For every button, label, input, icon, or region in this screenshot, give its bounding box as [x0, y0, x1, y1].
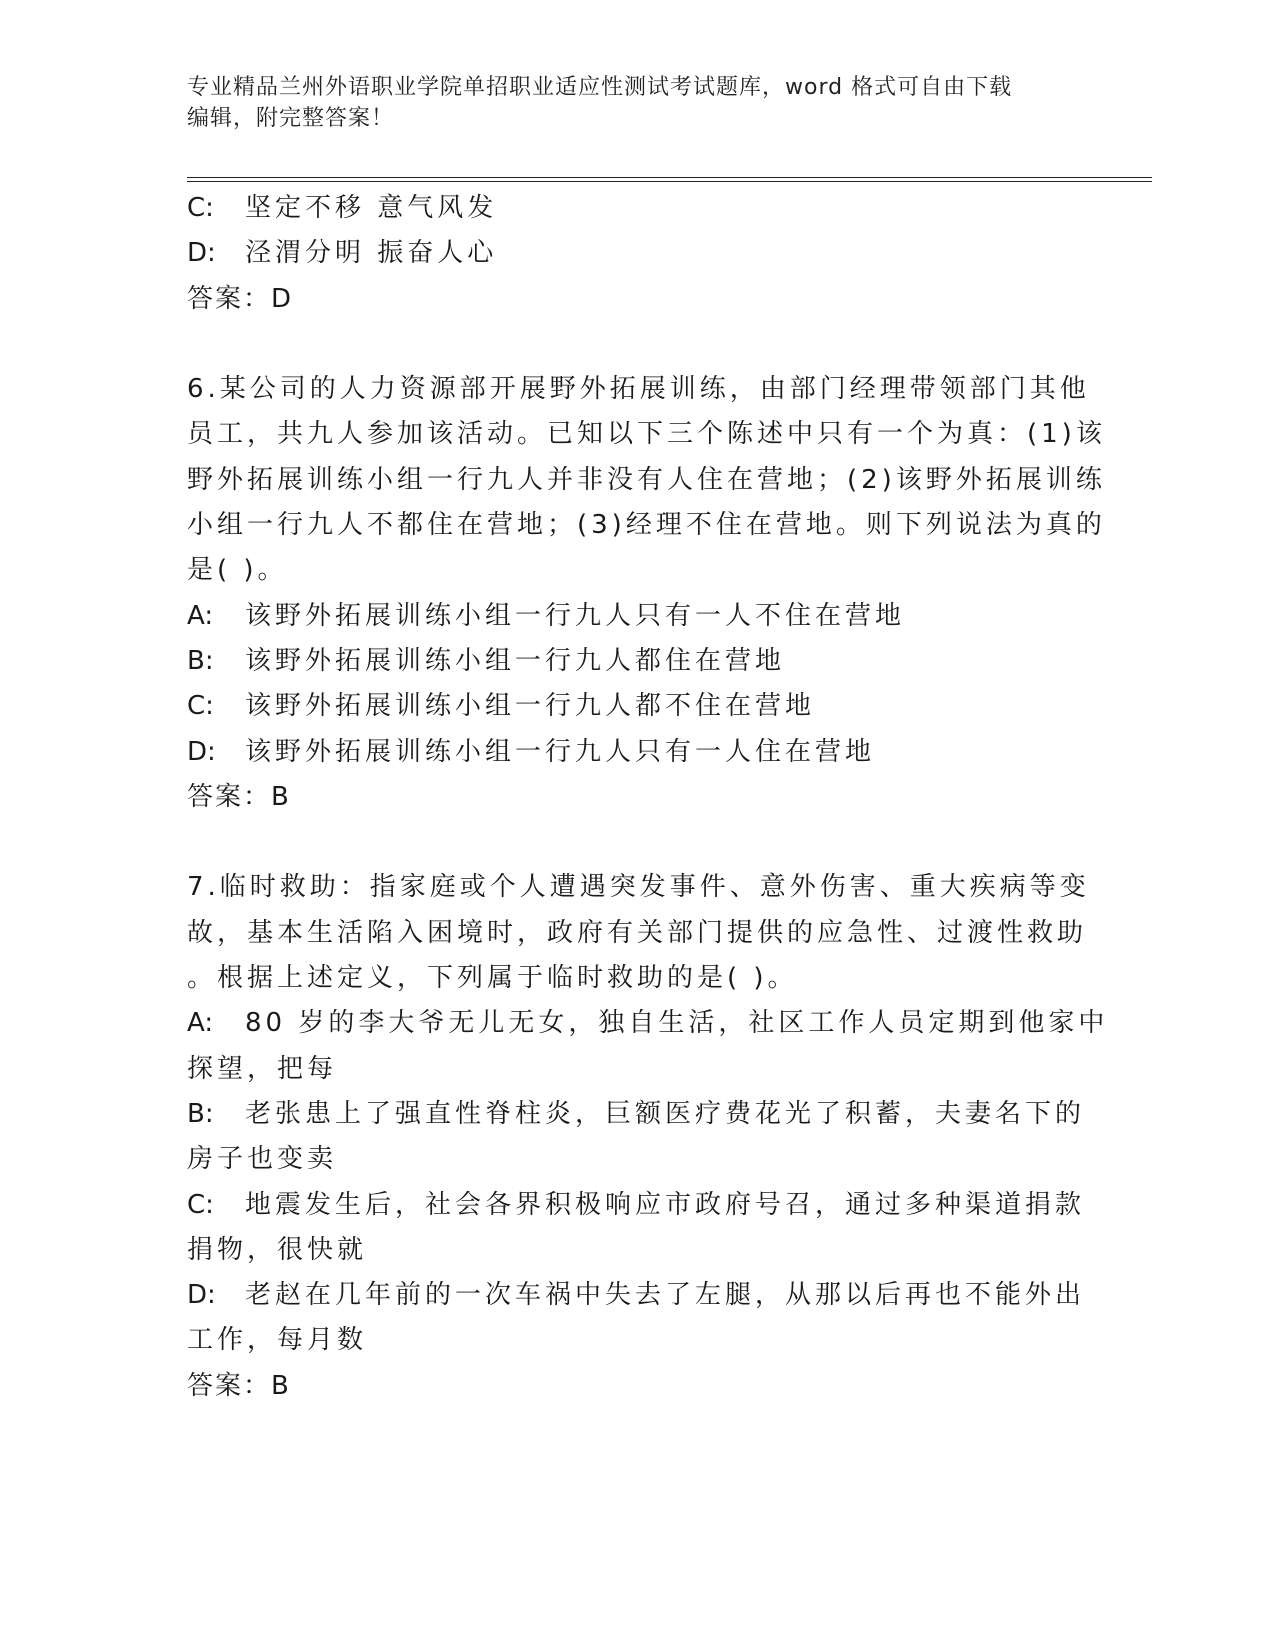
question-stem-line: 野外拓展训练小组一行九人并非没有人住在营地；(2)该野外拓展训练 [187, 464, 1106, 495]
option-d [187, 1273, 1087, 1318]
option-letter: A: [187, 1008, 214, 1039]
option-text: 该野外拓展训练小组一行九人只有一人住在营地 [245, 736, 876, 767]
option-a-continuation: 探望，把每 [187, 1053, 338, 1084]
option-c-continuation: 捐物，很快就 [187, 1234, 368, 1265]
option-text: 该野外拓展训练小组一行九人只有一人不住在营地 [245, 600, 906, 631]
option-a [187, 594, 1087, 639]
option-d-continuation: 工作，每月数 [187, 1325, 368, 1356]
option-text: 老赵在几年前的一次车祸中失去了左腿，从那以后再也不能外出 [245, 1280, 1086, 1311]
question-5 [187, 186, 1087, 322]
option-text: 该野外拓展训练小组一行九人都不住在营地 [245, 691, 816, 722]
option-d [187, 231, 1087, 276]
option-a [187, 1001, 1109, 1046]
question-stem-line: 小组一行九人不都住在营地；(3)经理不住在营地。则下列说法为真的 [187, 510, 1106, 541]
option-letter: C: [187, 193, 214, 223]
option-letter: B: [187, 1098, 214, 1129]
option-b [187, 639, 1087, 684]
option-letter: C: [187, 1189, 214, 1220]
header-line-1: 专业精品兰州外语职业学院单招职业适应性测试考试题库，word 格式可自由下载 [187, 75, 1013, 100]
spacer [187, 820, 1087, 865]
option-c [187, 684, 1087, 729]
option-letter: D: [187, 238, 216, 269]
option-letter: C: [187, 691, 214, 722]
option-c [187, 186, 1087, 231]
spacer [187, 322, 1087, 367]
question-stem-line: 6.某公司的人力资源部开展野外拓展训练，由部门经理带领部门其他 [187, 374, 1090, 405]
page-header [187, 72, 1067, 134]
option-text: 泾渭分明 振奋人心 [245, 238, 498, 269]
question-6 [187, 367, 1106, 820]
option-b-continuation: 房子也变卖 [187, 1144, 338, 1175]
document-body [187, 186, 1109, 1409]
option-text: 老张患上了强直性脊柱炎，巨额医疗费花光了积蓄，夫妻名下的 [245, 1098, 1086, 1129]
option-text: 80 岁的李大爷无儿无女，独自生活，社区工作人员定期到他家中 [245, 1008, 1109, 1039]
question-stem-line: 。根据上述定义，下列属于临时救助的是( )。 [187, 963, 798, 994]
option-text: 该野外拓展训练小组一行九人都住在营地 [245, 645, 786, 676]
option-letter: D: [187, 1280, 216, 1311]
option-letter: D: [187, 736, 216, 767]
answer-label: 答案：B [187, 1370, 291, 1401]
answer-label: 答案：B [187, 781, 291, 812]
header-divider [187, 177, 1152, 182]
question-stem-line: 故，基本生活陷入困境时，政府有关部门提供的应急性、过渡性救助 [187, 917, 1088, 948]
option-text: 地震发生后，社会各界积极响应市政府号召，通过多种渠道捐款 [245, 1189, 1086, 1220]
header-line-2: 编辑，附完整答案！ [187, 106, 395, 131]
question-stem-line: 7.临时救助：指家庭或个人遭遇突发事件、意外伤害、重大疾病等变 [187, 872, 1090, 903]
question-stem-line: 是( )。 [187, 555, 288, 586]
answer-label: 答案：D [187, 283, 294, 314]
option-letter: A: [187, 600, 214, 631]
question-7 [187, 865, 1109, 1409]
option-letter: B: [187, 645, 214, 676]
option-text: 坚定不移 意气风发 [245, 193, 498, 223]
option-b [187, 1092, 1087, 1137]
option-c [187, 1183, 1087, 1228]
option-d [187, 730, 1087, 775]
question-stem-line: 员工，共九人参加该活动。已知以下三个陈述中只有一个为真：(1)该 [187, 419, 1106, 450]
